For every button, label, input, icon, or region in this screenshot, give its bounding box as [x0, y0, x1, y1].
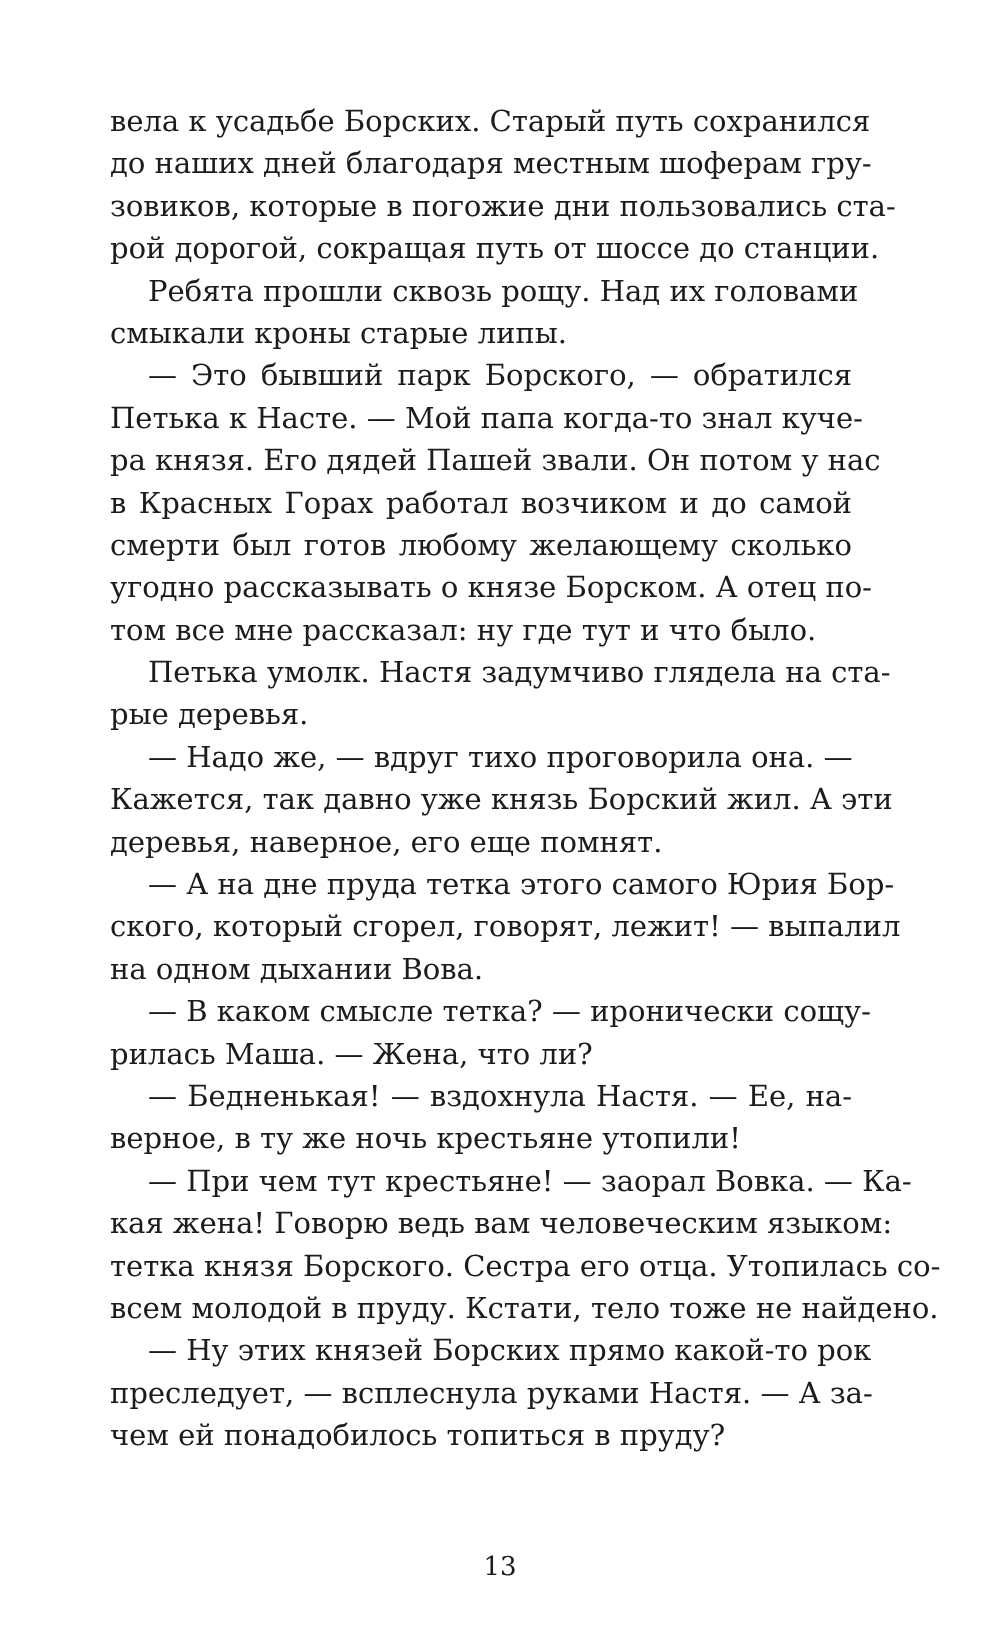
text-line: Ребята прошли сквозь рощу. Над их головами — [148, 273, 859, 308]
text-line: — Надо же, — вдруг тихо проговорила она. — — [148, 739, 853, 774]
page-body — [110, 100, 941, 1457]
text-line: рилась Маша. — Жена, что ли? — [110, 1036, 593, 1071]
text-line: Петька умолк. Настя задумчиво глядела на ста- — [148, 655, 891, 690]
text-line: — Бедненькая! — вздохнула Настя. — Ее, на- — [148, 1078, 852, 1113]
text-line: деревья, наверное, его еще помнят. — [110, 824, 663, 859]
text-line: смыкали кроны старые липы. — [110, 315, 568, 350]
text-line: до наших дней благодаря местным шоферам гру- — [110, 146, 872, 181]
text-line: — А на дне пруда тетка этого самого Юрия Бор- — [148, 867, 895, 902]
text-line: смерти был готов любому желающему сколько — [110, 527, 852, 562]
text-line: рые деревья. — [110, 697, 309, 732]
text-line: зовиков, которые в погожие дни пользовались ста- — [110, 188, 896, 223]
text-line: — Это бывший парк Борского, — обратился — [148, 358, 852, 393]
text-line: угодно рассказывать о князе Борском. А отец по- — [110, 570, 872, 605]
text-line: преследует, — всплеснула руками Настя. — А за- — [110, 1375, 873, 1410]
text-line: всем молодой в пруду. Кстати, тело тоже не найдено. — [110, 1290, 939, 1325]
text-line: ского, который сгорел, говорят, лежит! — выпалил — [110, 909, 901, 944]
text-line: тетка князя Борского. Сестра его отца. Утопилась со- — [110, 1248, 941, 1283]
text-line: Кажется, так давно уже князь Борский жил. А эти — [110, 782, 893, 817]
text-line: чем ей понадобилось топиться в пруду? — [110, 1418, 726, 1453]
text-line: верное, в ту же ночь крестьяне утопили! — [110, 1121, 741, 1156]
text-line: вела к усадьбе Борских. Старый путь сохранился — [110, 104, 871, 138]
page-number: 13 — [483, 1552, 517, 1582]
text-line: ра князя. Его дядей Пашей звали. Он потом у нас — [110, 443, 881, 478]
text-line: том все мне рассказал: ну где тут и что было. — [110, 612, 817, 647]
text-line: Петька к Насте. — Мой папа когда-то знал куче- — [110, 400, 863, 435]
text-line: на одном дыхании Вова. — [110, 951, 484, 986]
text-line: в Красных Горах работал возчиком и до самой — [110, 485, 852, 520]
text-line: — При чем тут крестьяне! — заорал Вовка. — Ка- — [148, 1163, 912, 1198]
text-line: — В каком смысле тетка? — иронически сощу- — [148, 994, 871, 1029]
text-line: — Ну этих князей Борских прямо какой-то рок — [148, 1333, 872, 1368]
text-line: рой дорогой, сокращая путь от шоссе до станции. — [110, 231, 880, 266]
text-line: кая жена! Говорю ведь вам человеческим языком: — [110, 1206, 893, 1241]
